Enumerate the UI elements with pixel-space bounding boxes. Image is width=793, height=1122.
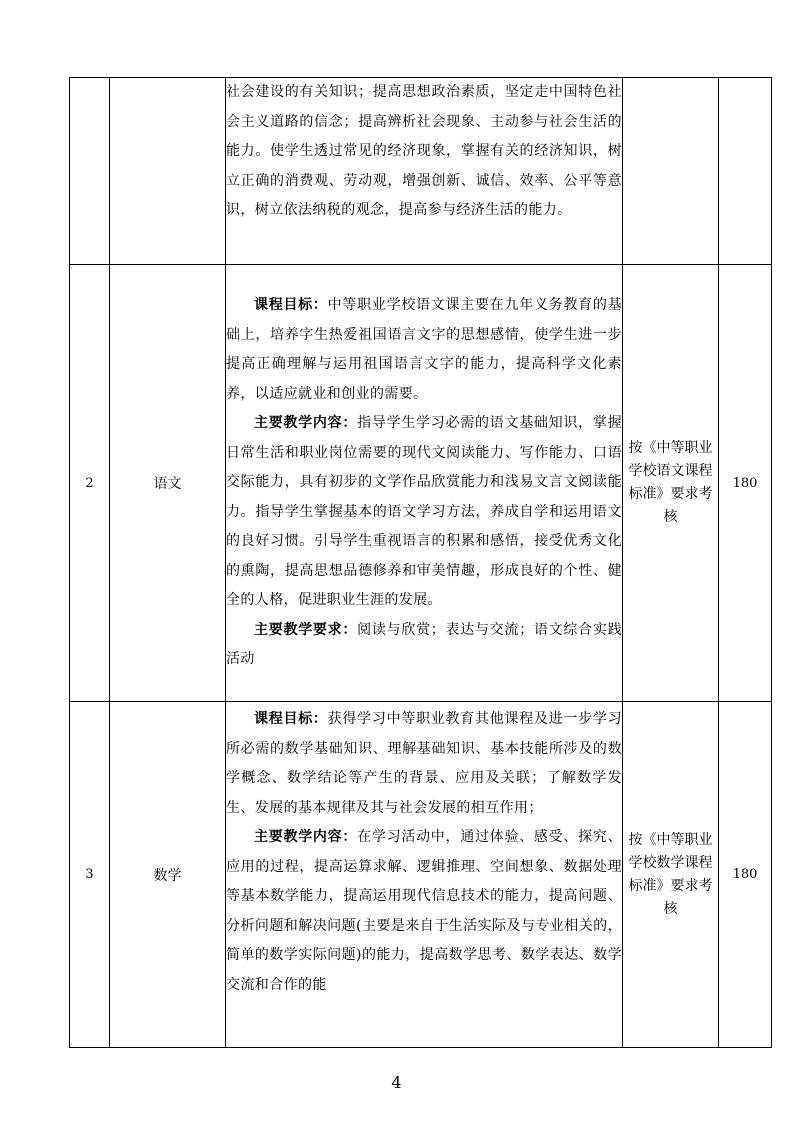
course-name: 语文: [110, 265, 226, 702]
course-number: [70, 78, 110, 265]
course-goal-label: 课程目标：: [254, 711, 328, 727]
table-row: [70, 702, 772, 1048]
description-text: 社会建设的有关知识；提高思想政治素质，坚定走中国特色社会主义道路的信念；提高辨析社会现象、主动参与社会生活的能力。使学生透过常见的经济现象，掌握有关的经济知识，树立正确的消费观、劳动观，增强创新、诚信、效率、公平等意识，树立依法纳税的观念，提高参与经济生活的能力。: [226, 84, 622, 218]
assessment-method: 按《中等职业学校语文课程标准》要求考核: [623, 265, 719, 702]
table-row: [70, 265, 772, 702]
teaching-content-paragraph: [226, 409, 622, 616]
course-goal-paragraph: [226, 705, 622, 823]
teaching-content-paragraph: [226, 823, 622, 1000]
course-hours: 180: [719, 702, 772, 1048]
course-goal-label: 课程目标：: [254, 297, 328, 314]
course-description: [226, 265, 623, 702]
course-goal-text: 中等职业学校语文课主要在九年义务教育的基础上，培养字生热爱祖国语言文字的思想感情，使学生进一步提高正确理解与运用祖国语言文字的能力，提高科学文化素养，以适应就业和创业的需要。: [226, 297, 623, 402]
teaching-requirement-paragraph: [226, 616, 622, 675]
teaching-content-text: 在学习活动中，通过体验、感受、探究、应用的过程，提高运算求解、逻辑推理、空间想象、数据处理等基本数学能力，提高运用现代信息技术的能力，提高问题、分析问题和解决问题(主要是来自于生活实际及与专业相关的，简单的数学实际问题)的能力，提高数学思考、数学表达、数学交流和合作的能: [226, 829, 622, 993]
teaching-requirement-text: 阅读与欣赏；表达与交流；语文综合实践活动: [226, 621, 622, 668]
course-name: [110, 78, 226, 265]
course-hours: [719, 78, 772, 265]
course-description: [226, 702, 623, 1048]
teaching-content-text: 指导学生学习必需的语文基础知识，掌握日常生活和职业岗位需要的现代文阅读能力、写作能力、口语交际能力，具有初步的文学作品欣赏能力和浅易文言文阅读能力。指导学生掌握基本的语文学习方法，养成自学和运用语文的良好习惯。引导学生重视语言的积累和感悟，接受优秀文化的熏陶，提高思想品德修养和审美情趣，形成良好的个性、健全的人格，促进职业生涯的发展。: [226, 415, 622, 609]
teaching-requirement-label: 主要教学要求：: [254, 621, 358, 638]
course-goal-paragraph: [226, 291, 622, 409]
table-row: [70, 78, 772, 265]
course-goal-text: 获得学习中等职业教育其他课程及进一步学习所必需的数学基础知识、理解基础知识、基本技能所涉及的数学概念、数学结论等产生的背景、应用及关联；了解数学发生、发展的基本规律及其与社会发展的相互作用；: [226, 711, 623, 816]
teaching-content-label: 主要教学内容：: [254, 415, 358, 432]
course-description: [226, 78, 623, 265]
assessment-method: [623, 78, 719, 265]
course-name: 数学: [110, 702, 226, 1048]
curriculum-table: [69, 77, 772, 1048]
course-number: 3: [70, 702, 110, 1048]
page-number: 4: [391, 1073, 402, 1092]
teaching-content-label: 主要教学内容：: [254, 829, 358, 845]
assessment-method: 按《中等职业学校数学课程标准》要求考核: [623, 702, 719, 1048]
course-number: 2: [70, 265, 110, 702]
course-hours: 180: [719, 265, 772, 702]
